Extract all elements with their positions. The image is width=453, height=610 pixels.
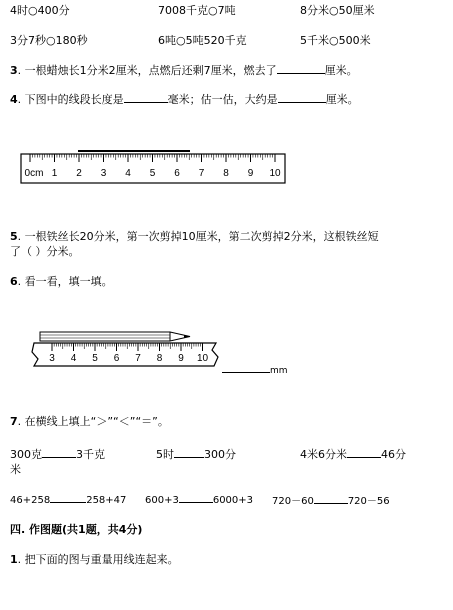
- answer-blank[interactable]: [314, 493, 348, 504]
- section-heading: 四. 作图题(共1题，共4分): [10, 523, 143, 536]
- question-number: 6: [10, 275, 18, 288]
- question-6-answer: [222, 362, 288, 376]
- answer-blank[interactable]: [277, 63, 325, 74]
- ruler-figure-2: [26, 330, 222, 372]
- compare-item-5: 6吨○5吨520千克: [158, 34, 247, 47]
- fill-item-4: 46+258 258+47: [10, 492, 126, 506]
- answer-blank[interactable]: [50, 492, 86, 503]
- compare-item-3: 8分米○50厘米: [300, 4, 375, 17]
- pencil-icon: [40, 332, 190, 341]
- ruler-tick-label: 7: [198, 168, 205, 179]
- question-text-end: 厘米。: [325, 93, 359, 106]
- compare-item-6: 5千米○500米: [300, 34, 371, 47]
- question-number: 1: [10, 553, 18, 566]
- question-text-mid: 毫米；估一估，大约是: [167, 93, 278, 106]
- answer-blank[interactable]: [174, 447, 204, 458]
- ruler-tick-label: 3: [49, 353, 55, 364]
- unit-label: mm: [270, 366, 288, 376]
- ruler-tick-label: 10: [269, 168, 281, 179]
- ruler-tick-label: 8: [156, 353, 163, 364]
- ruler-tick-label: 4: [70, 353, 77, 364]
- ruler-tick-label: 6: [113, 353, 120, 364]
- compare-item-2: 7008千克○7吨: [158, 4, 236, 17]
- ruler-tick-label: 9: [247, 168, 254, 179]
- question-text: . 看一看，填一填。: [17, 275, 113, 288]
- ruler-tick-label: 1: [51, 168, 58, 179]
- question-text: . 把下面的图与重量用线连起来。: [17, 553, 179, 566]
- fill-item-5: 600+3 6000+3: [145, 492, 253, 506]
- ruler-tick-label: 5: [149, 168, 156, 179]
- question-text: . 一根蜡烛长1分米2厘米，点燃后还剩7厘米，燃去了: [17, 64, 277, 77]
- compare-item-4: 3分7秒○180秒: [10, 34, 88, 47]
- fill-item-2: 5时 300分: [156, 448, 236, 461]
- question-number: 3: [10, 64, 18, 77]
- ruler-tick-label: 9: [178, 353, 184, 364]
- question-text: . 一根铁丝长20分米，第一次剪掉10厘米，第二次剪掉2分米，这根铁丝短: [17, 230, 379, 243]
- question-5: [10, 228, 379, 244]
- ruler-tick-label: 6: [174, 168, 180, 179]
- answer-blank-mm[interactable]: [124, 92, 168, 103]
- question-text-end: 厘米。: [324, 64, 358, 77]
- question-7: [10, 413, 169, 429]
- answer-blank[interactable]: [42, 447, 76, 458]
- answer-blank[interactable]: [222, 362, 270, 373]
- ruler-tick-label: 2: [76, 168, 82, 179]
- ruler-tick-label: 8: [223, 168, 229, 179]
- section-4-question-1: [10, 551, 179, 567]
- question-number: 4: [10, 93, 18, 106]
- question-6: [10, 273, 113, 289]
- answer-blank-cm[interactable]: [278, 92, 326, 103]
- fill-item-3: 4米6分米 46分: [300, 448, 406, 461]
- fill-item-1: 300克 3千克: [10, 448, 105, 461]
- question-number: 5: [10, 230, 18, 243]
- ruler-tick-label: 5: [92, 353, 98, 364]
- answer-blank[interactable]: [179, 492, 213, 503]
- question-4: [10, 91, 359, 107]
- ruler-tick-label: 3: [100, 168, 107, 179]
- ruler-tick-label: 4: [125, 168, 131, 179]
- ruler-tick-label: 7: [135, 353, 141, 364]
- ruler-tick-label: 0cm: [24, 168, 44, 179]
- ruler-tick-label: 10: [196, 353, 209, 364]
- answer-blank[interactable]: [347, 447, 381, 458]
- question-number: 7: [10, 415, 18, 428]
- question-text: . 下图中的线段长度是: [17, 93, 124, 106]
- compare-item-1: 4时○400分: [10, 4, 70, 17]
- question-5-line-2: 了（ ）分米。: [10, 245, 80, 258]
- fill-item-6: 720－60 720－56: [272, 492, 390, 507]
- question-text: . 在横线上填上“＞”“＜”“＝”。: [17, 415, 169, 428]
- question-3: [10, 62, 358, 78]
- fill-item-3-wrap: 米: [10, 463, 21, 476]
- ruler-figure-1: [20, 148, 288, 188]
